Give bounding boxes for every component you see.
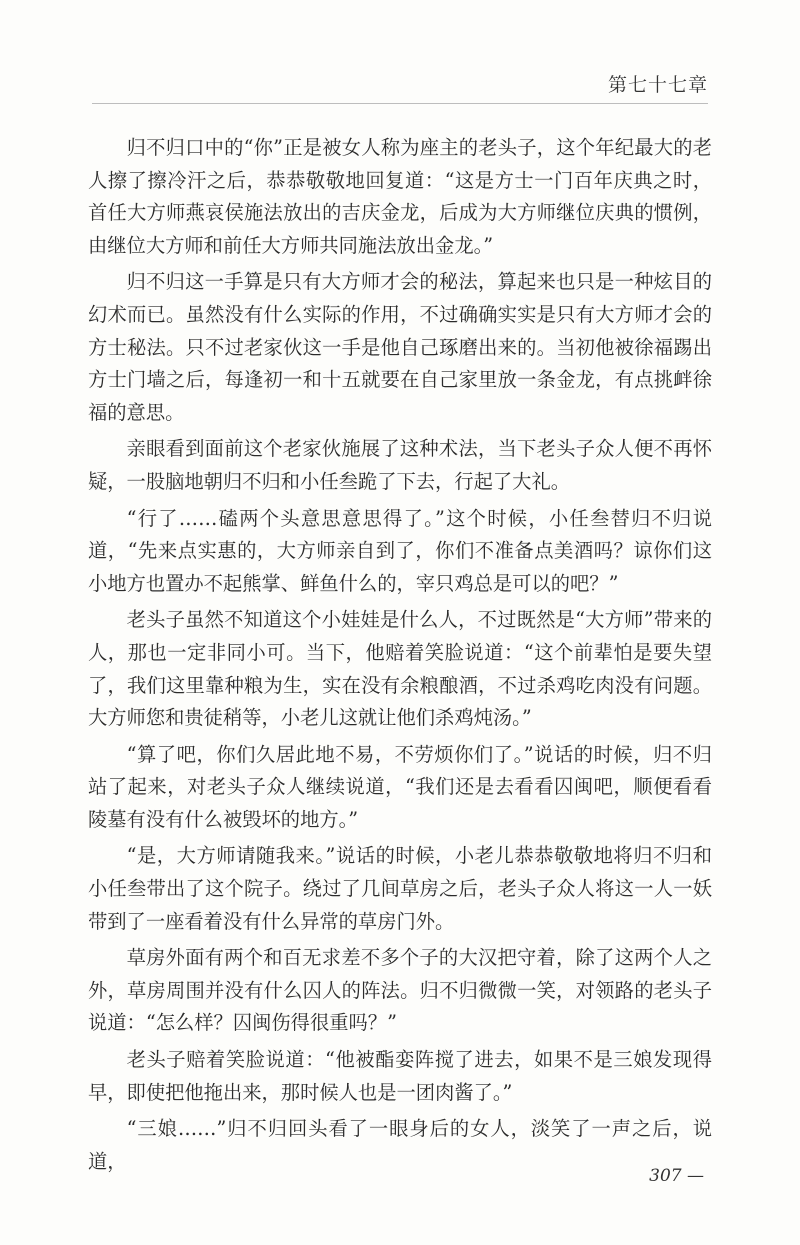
paragraph: 草房外面有两个和百无求差不多个子的大汉把守着，除了这两个人之外，草房周围并没有什么囚人的阵法。归不归微微一笑，对领路的老头子说道：“怎么样？囚闽伤得很重吗？” [88, 946, 712, 1035]
paragraph: “算了吧，你们久居此地不易，不劳烦你们了。”说话的时候，归不归站了起来，对老头子众人继续说道，“我们还是去看看囚闽吧，顺便看看陵墓有没有什么被毁坏的地方。” [88, 742, 712, 831]
header-divider [92, 103, 708, 104]
paragraph: “三娘……”归不归回头看了一眼身后的女人，淡笑了一声之后，说道， [88, 1117, 712, 1173]
paragraph: 老头子虽然不知道这个小娃娃是什么人，不过既然是“大方师”带来的人，那也一定非同小可。当下，他赔着笑脸说道：“这个前辈怕是要失望了，我们这里靠种粮为生，实在没有余粮酿酒，不过杀鸡吃肉没有问题。大方师您和贵徒稍等，小老儿这就让他们杀鸡炖汤。” [88, 608, 712, 730]
body-text [88, 132, 712, 1182]
paragraph: 归不归口中的“你”正是被女人称为座主的老头子，这个年纪最大的老人擦了擦冷汗之后，恭恭敬敬地回复道：“这是方士一门百年庆典之时，首任大方师燕哀侯施法放出的吉庆金龙，后成为大方师继位庆典的惯例，由继位大方师和前任大方师共同施法放出金龙。” [88, 136, 712, 257]
paragraph: “是，大方师请随我来。”说话的时候，小老儿恭恭敬敬地将归不归和小任叁带出了这个院子。绕过了几间草房之后，老头子众人将这一人一妖带到了一座看着没有什么异常的草房门外。 [88, 844, 712, 933]
page-number: 307 — [649, 1166, 704, 1186]
chapter-header: 第七十七章 [607, 74, 708, 96]
paragraph: “行了……磕两个头意思意思得了。”这个时候，小任叁替归不归说道，“先来点实惠的，大方师亲自到了，你们不准备点美酒吗？谅你们这小地方也置办不起熊掌、鲜鱼什么的，宰只鸡总是可以的吧？” [88, 506, 712, 595]
paragraph: 亲眼看到面前这个老家伙施展了这种术法，当下老头子众人便不再怀疑，一股脑地朝归不归和小任叁跪了下去，行起了大礼。 [88, 437, 712, 493]
paragraph: 归不归这一手算是只有大方师才会的秘法，算起来也只是一种炫目的幻术而已。虽然没有什么实际的作用，不过确确实实是只有大方师才会的方士秘法。只不过老家伙这一手是他自己琢磨出来的。当初他被徐福踢出方士门墙之后，每逢初一和十五就要在自己家里放一条金龙，有点挑衅徐福的意思。 [88, 270, 712, 424]
paragraph: 老头子赔着笑脸说道：“他被酯娈阵搅了进去，如果不是三娘发现得早，即使把他拖出来，那时候人也是一团肉酱了。” [88, 1048, 712, 1104]
